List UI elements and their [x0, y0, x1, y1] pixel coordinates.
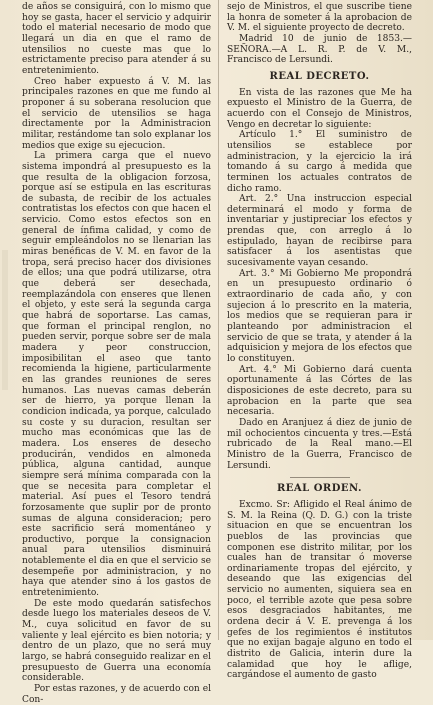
order-heading: REAL ORDEN. — [276, 483, 362, 495]
decree-article: Artículo 1.° El suministro de utensilios se establece por administracion, y la ejercicio la irá tomando á su cargo á medida que terminen los actuales contratos de dicho ramo. — [227, 130, 412, 194]
paragraph: La primera carga que el nuevo sistema impondrá al presupuesto es la que resulta de la obligacion forzosa, porque así se estipula en las escrituras de subasta, de recibir de los actuales contratistas los efectos con que hacen el servicio. Como estos efectos son en general de ínfima calidad, y como de seguir empleándolos no se llenarian las miras benéficas de V. M. en favor de la tropa, será preciso hacer dos divisiones de ellos; una que podrá utilizarse, otra que deberá ser desechada, reemplazándola con enseres que llenen el objeto, y este será la segunda carga que habrá de soportarse. Las camas, que forman el principal renglon, no pueden servir, porque sobre ser de mala madera y peor construccion, imposibilitan el aseo que tanto recomienda la higiene, particularmente en las grandes reuniones de seres humanos. Las nuevas camas deberán ser de hierro, ya porque llenan la condicion indicada, ya porque, calculado su coste y su duracion, resultan ser mucho mas económicas que las de madera. Los enseres de desecho producirán, vendidos en almoneda pública, alguna cantidad, aunque siempre será mínima comparada con la que se necesita para completar el material. Así pues el Tesoro tendrá forzosamente que suplir por de pronto sumas de alguna consideracion; pero este sacrificio será momentáneo y productivo, porque la consignacion anual para utensilios disminuirá notablemente el dia en que el servicio se desempeñe por administracion, y no haya que atender sino á los gastos de entretenimiento. — [22, 151, 211, 599]
decree-paragraph: En vista de las razones que Me ha expuesto el Ministro de la Guerra, de acuerdo con el Consejo de Ministros, Vengo en decretar lo siguiente: — [227, 87, 412, 130]
decree-article: Art. 2.° Una instruccion especial determinará el modo y forma de inventariar y justipreciar los efectos y prendas que, con arreglo á lo estipulado, hayan de recibirse para satisfacer á los asentistas que sucesivamente vayan cesando. — [227, 194, 412, 269]
order-paragraph: Excmo. Sr: Afligido el Real ánimo de S. M. la Reina (Q. D. G.) con la triste situacion en que se encuentran los pueblos de las provincias que componen ese distrito militar, por los cuales han de transitar ó moverse ordinariamente tropas del ejército, y deseando que las exigencias del servicio no aumenten, siquiera sea en poco, el terrible azote que pesa sobre esos desgraciados habitantes, me ordena decir á V. E. prevenga á los gefes de los regimientos é institutos que no exijan bagaje alguno en todo el distrito de Galicia, interin dure la calamidad que hoy le aflige, cargándose el aumento de gasto — [227, 499, 412, 681]
paragraph: Creo haber expuesto á V. M. las principales razones en que me fundo al proponer á su soberana resolucion que el servicio de utensilios se haga directamente por la Administracion militar, restándome tan solo explanar los medios que exige su ejecucion. — [22, 76, 211, 151]
dateline: Madrid 10 de junio de 1853.—SEÑORA.—A L. R. P. de V. M., Francisco de Lersundi. — [227, 33, 412, 66]
paragraph: Por estas razones, y de acuerdo con el Con- — [22, 684, 211, 705]
page-gutter — [2, 250, 8, 390]
section-rule — [290, 477, 350, 478]
decree-article: Art. 3.° Mi Gobierno Me propondrá en un presupuesto ordinario ó extraordinario de cada año, y con sujecion á lo prescrito en la materia, los medios que se requieran para ir planteando por administracion el servicio de que se trata, y atender á la adquisicion y mejora de los efectos que lo constituyen. — [227, 268, 412, 364]
decree-article: Art. 4.° Mi Gobierno dará cuenta oportunamente á las Córtes de las disposiciones de este decreto, para su aprobacion en la parte que sea necesaria. — [227, 364, 412, 418]
paragraph: de años se consiguirá, con lo mismo que hoy se gasta, hacer el servicio y adquirir todo el material necesario de modo que llegará un dia en que el ramo de utensilios no cueste mas que lo estrictamente preciso para atender á su entretenimiento. — [22, 2, 211, 76]
decree-heading: REAL DECRETO. — [269, 70, 370, 82]
decree-signature: Dado en Aranjuez á diez de junio de mil ochocientos cincuenta y tres.—Está rubricado de la Real mano.—El Ministro de la Guerra, Francisco de Lersundi. — [227, 417, 412, 471]
paragraph: De este modo quedarán satisfechos desde luego los materiales deseos de V. M., cuya solicitud en favor de su valiente y leal ejército es bien notoria; y dentro de un plazo, que no será muy largo, se habrá conseguido realizar en el presupuesto de Guerra una economía considerable. — [22, 598, 211, 684]
left-column — [22, 2, 211, 705]
right-column — [227, 2, 412, 681]
column-divider — [218, 0, 219, 640]
intro-text: sejo de Ministros, el que suscribe tiene la honra de someter á la aprobacion de V. M. el siguiente proyecto de decreto. — [227, 2, 412, 34]
